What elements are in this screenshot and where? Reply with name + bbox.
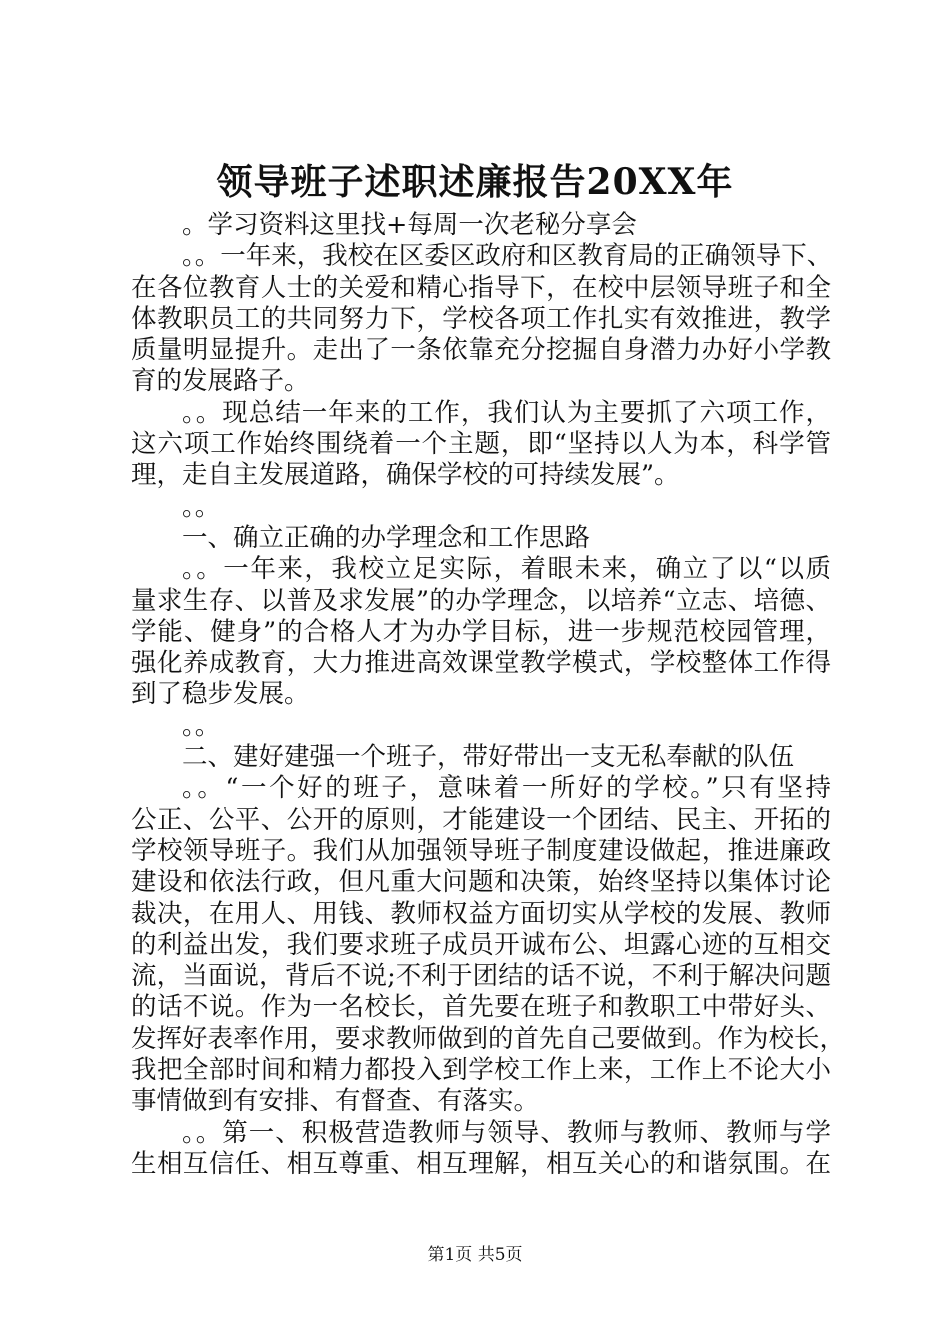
- text-line: 到了稳步发展。: [131, 679, 310, 710]
- text-line: 。。一年来，我校立足实际，着眼未来，确立了以“以质: [182, 554, 831, 585]
- text-line: 在各位教育人士的关爱和精心指导下，在校中层领导班子和全: [131, 272, 831, 303]
- text-line: 事情做到有安排、有督查、有落实。: [131, 1086, 540, 1117]
- text-line: 我把全部时间和精力都投入到学校工作上来，工作上不论大小: [131, 1055, 831, 1086]
- text-line: 的话不说。作为一名校长，首先要在班子和教职工中带好头、: [131, 992, 831, 1023]
- text-line: 。。第一、积极营造教师与领导、教师与教师、教师与学: [182, 1117, 831, 1148]
- text-line: 裁决，在用人、用钱、教师权益方面切实从学校的发展、教师: [131, 898, 831, 929]
- page-footer: 第1页 共5页: [427, 1245, 523, 1265]
- document-title: 领导班子述职述廉报告20XX年: [216, 161, 734, 203]
- text-line: 发挥好表率作用，要求教师做到的首先自己要做到。作为校长，: [131, 1023, 846, 1054]
- text-line: 量求生存、以普及求发展”的办学理念，以培养“立志、培德、: [131, 585, 831, 616]
- section-heading: 二、建好建强一个班子，带好带出一支无私奉献的队伍: [182, 742, 795, 773]
- text-line: 。。一年来，我校在区委区政府和区教育局的正确领导下、: [182, 241, 833, 272]
- text-line: 。。“一个好的班子，意味着一所好的学校。”只有坚持: [182, 773, 831, 804]
- text-line: 。。现总结一年来的工作，我们认为主要抓了六项工作，: [182, 397, 831, 428]
- text-line: 质量明显提升。走出了一条依靠充分挖掘自身潜力办好小学教: [131, 335, 831, 366]
- text-line: 强化养成教育，大力推进高效课堂教学模式，学校整体工作得: [131, 648, 831, 679]
- document-body: [131, 210, 846, 1180]
- text-line: 理，走自主发展道路，确保学校的可持续发展”。: [131, 460, 680, 491]
- text-line: 学能、健身”的合格人才为办学目标，进一步规范校园管理，: [131, 616, 831, 647]
- text-line: 。学习资料这里找+每周一次老秘分享会: [182, 210, 637, 240]
- section-heading: 一、确立正确的办学理念和工作思路: [182, 522, 591, 553]
- text-line: 生相互信任、相互尊重、相互理解，相互关心的和谐氛围。在: [131, 1148, 831, 1179]
- text-line: 建设和依法行政，但凡重大问题和决策，始终坚持以集体讨论: [131, 867, 831, 898]
- text-line: 体教职员工的共同努力下，学校各项工作扎实有效推进，教学: [131, 303, 831, 334]
- text-line: 。。: [182, 710, 221, 741]
- text-line: 这六项工作始终围绕着一个主题，即“坚持以人为本，科学管: [131, 429, 831, 460]
- text-line: 公正、公平、公开的原则，才能建设一个团结、民主、开拓的: [131, 804, 831, 835]
- text-line: 的利益出发，我们要求班子成员开诚布公、坦露心迹的互相交: [131, 929, 831, 960]
- text-line: 。。: [182, 491, 221, 522]
- text-line: 育的发展路子。: [131, 366, 310, 397]
- text-line: 学校领导班子。我们从加强领导班子制度建设做起，推进廉政: [131, 835, 831, 866]
- text-line: 流，当面说，背后不说;不利于团结的话不说，不利于解决问题: [131, 961, 831, 992]
